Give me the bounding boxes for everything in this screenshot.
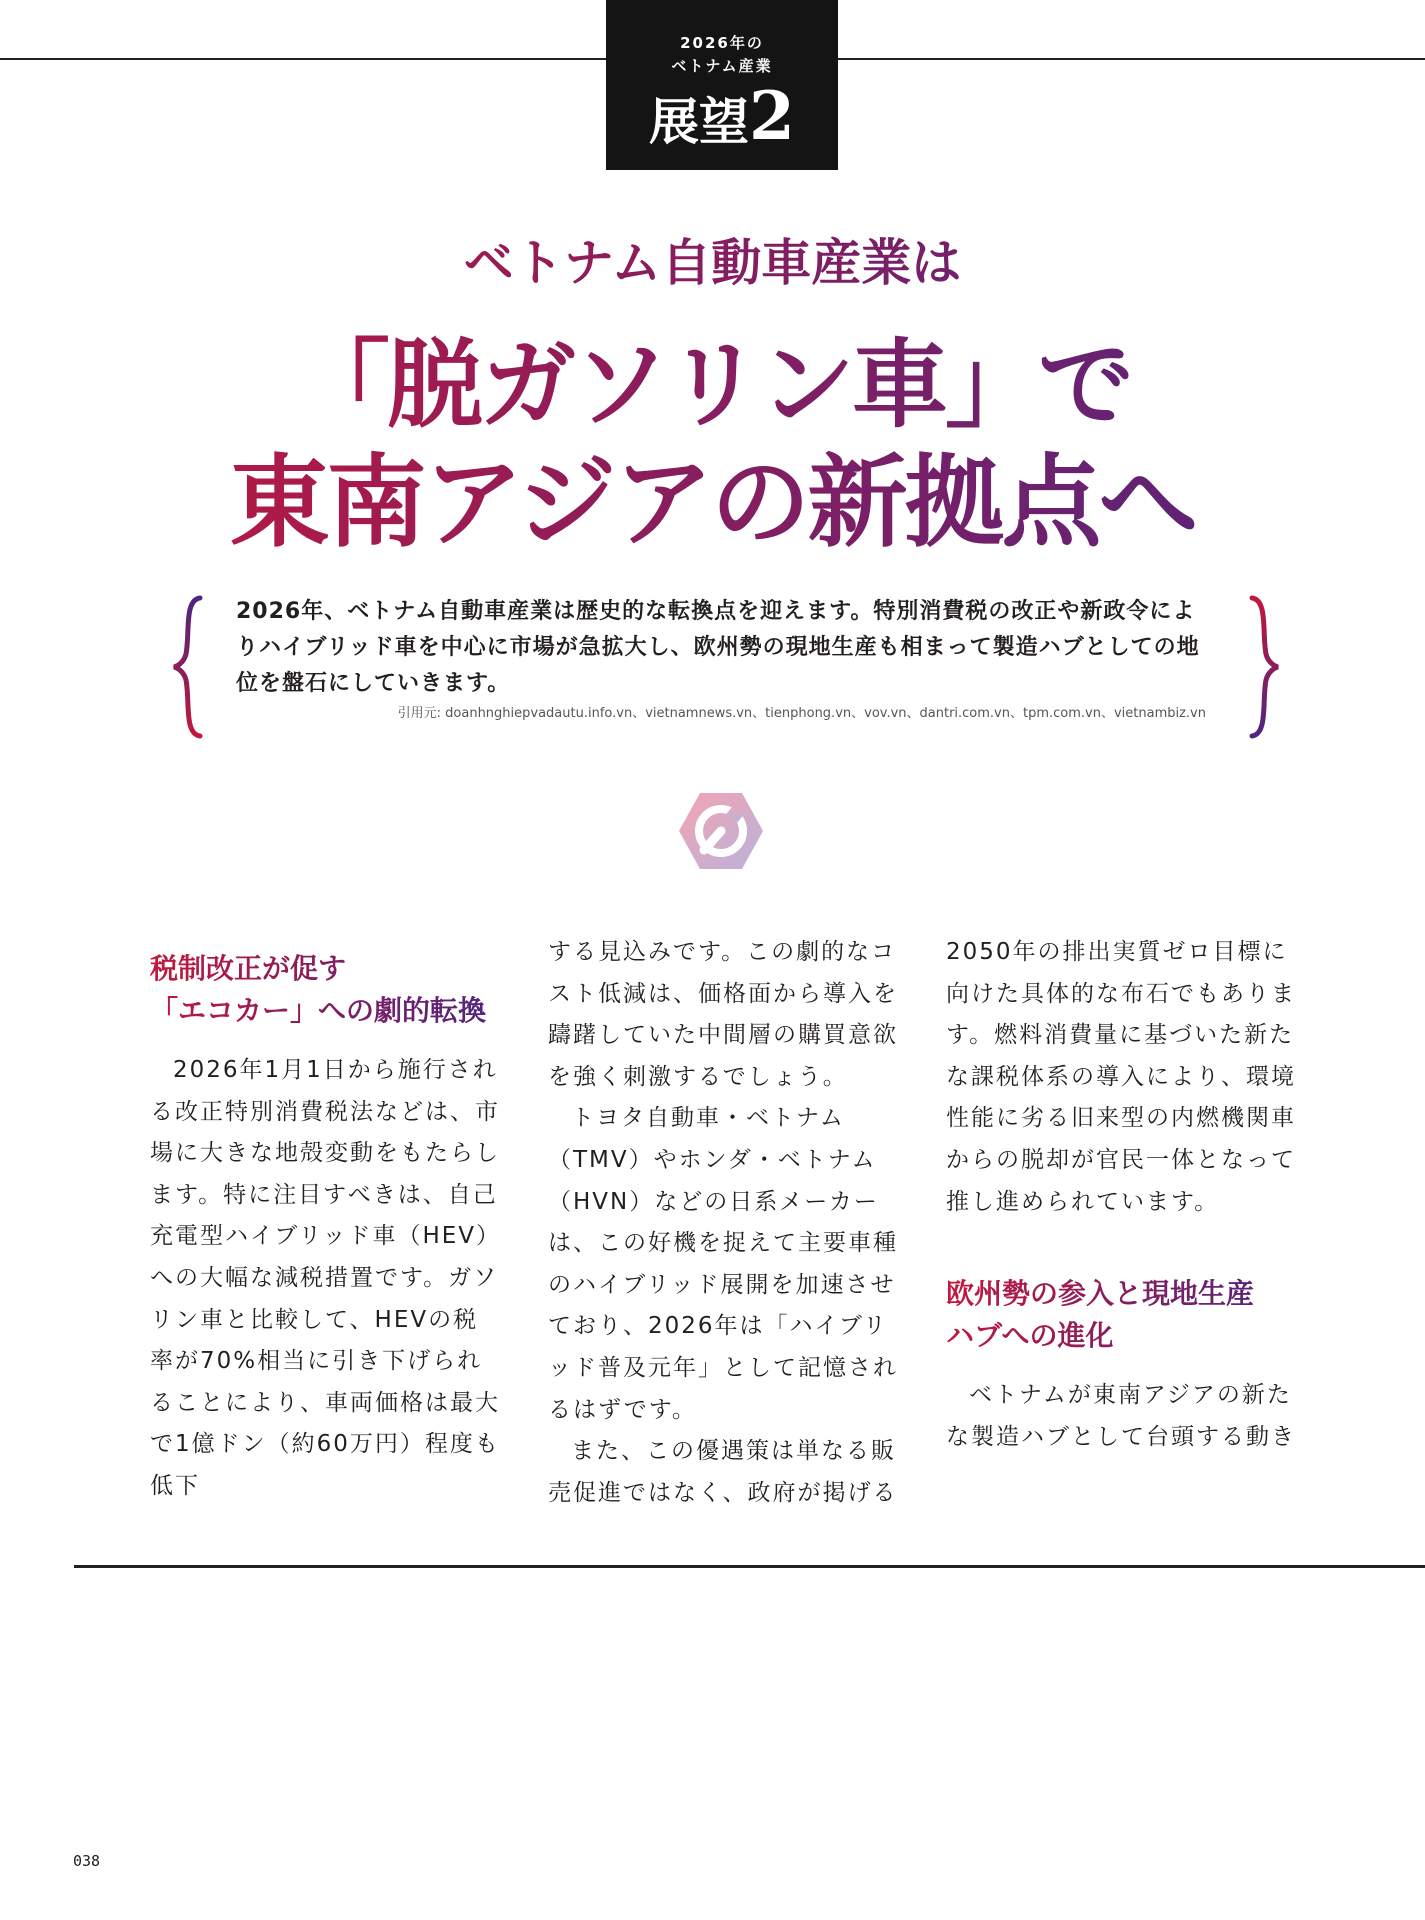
left-brace-icon: [170, 594, 210, 740]
body-paragraph: 2026年1月1日から施行される改正特別消費税法などは、市場に大きな地殻変動をもたらします。特に注目すべきは、自己充電型ハイブリッド車（HEV）への大幅な減税措置です。ガソリン車と比較して、HEVの税率が70%相当に引き下げられることにより、車両価格は最大で1億ドン（約60万円）程度も低下: [150, 1057, 500, 1499]
body-paragraph: ベトナムが東南アジアの新たな製造ハブとして台頭する動き: [946, 1382, 1296, 1450]
subhead-line: ハブへの進化: [946, 1315, 1296, 1357]
badge-kicker-industry: ベトナム産業: [671, 57, 773, 75]
badge-number: 2: [749, 77, 795, 155]
badge-kicker-year: 2026年の: [680, 34, 764, 52]
section-badge: [606, 0, 838, 170]
subhead-tax-reform: [150, 948, 500, 1032]
article-column-3: [946, 932, 1296, 1458]
body-paragraph: 2050年の排出実質ゼロ目標に向けた具体的な布石でもあります。燃料消費量に基づいた新たな課税体系の導入により、環境性能に劣る旧来型の内燃機関車からの脱却が官民一体となって推し進められています。: [946, 939, 1296, 1215]
badge-title: [606, 77, 838, 155]
right-brace-icon: [1242, 594, 1282, 740]
summary-box: [170, 594, 1270, 744]
headline-kicker: ベトナム自動車産業は: [0, 232, 1425, 294]
subhead-line: 欧州勢の参入と現地生産: [946, 1273, 1296, 1315]
body-paragraph: また、この優遇策は単なる販売促進ではなく、政府が掲げる: [548, 1438, 898, 1506]
headline-line-1: 「脱ガソリン車」で: [0, 326, 1425, 444]
headline: [0, 326, 1425, 562]
article-column-1: [150, 948, 500, 1508]
article-column-2: [548, 932, 898, 1514]
body-paragraph: トヨタ自動車・ベトナム（TMV）やホンダ・ベトナム（HVN）などの日系メーカーは、この好機を捉えて主要車種のハイブリッド展開を加速させており、2026年は「ハイブリッド普及元年」として記憶されるはずです。: [548, 1105, 898, 1423]
body-paragraph: する見込みです。この劇的なコスト低減は、価格面から導入を躊躇していた中間層の購買意欲を強く刺激するでしょう。: [548, 939, 898, 1090]
subhead-line: 「エコカー」への劇的転換: [150, 990, 500, 1032]
badge-title-text: 展望: [649, 92, 750, 151]
summary-text: 2026年、ベトナム自動車産業は歴史的な転換点を迎えます。特別消費税の改正や新政令によりハイブリッド車を中心に市場が急拡大し、欧州勢の現地生産も相まって製造ハブとしての地位を盤石にしていきます。: [236, 599, 1200, 696]
subhead-european-entry: [946, 1273, 1296, 1357]
source-citation: 引用元: doanhnghiepvadautu.info.vn、vietnamnews.vn、tienphong.vn、vov.vn、dantri.com.vn、tpm.com.vn、vietnambiz.vn: [397, 706, 1206, 721]
wrench-hexagon-icon: [676, 786, 766, 876]
subhead-line: 税制改正が促す: [150, 948, 500, 990]
headline-line-2: 東南アジアの新拠点へ: [0, 444, 1425, 562]
footer-rule: [74, 1565, 1425, 1568]
page-number: 038: [73, 1852, 101, 1870]
